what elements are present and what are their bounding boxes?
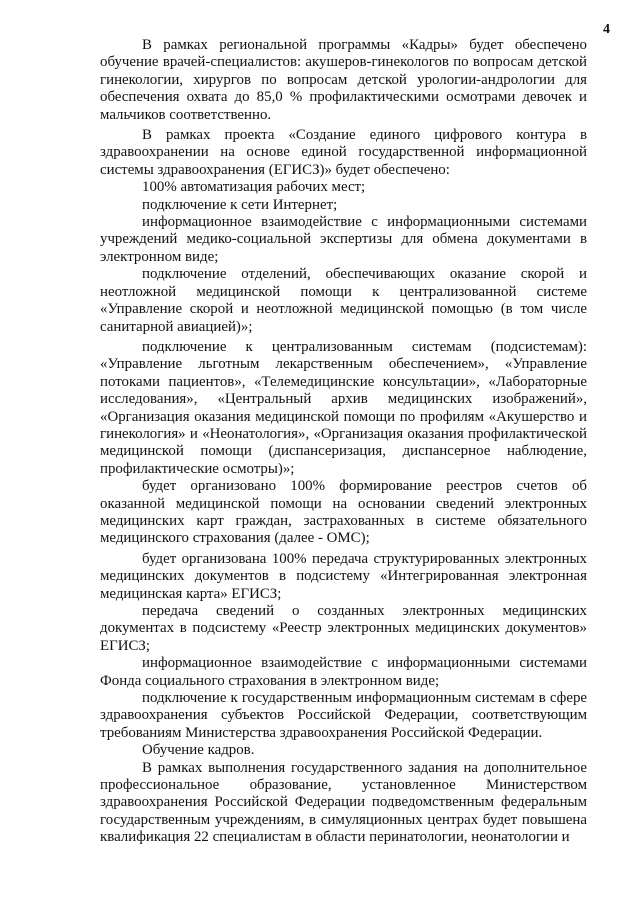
paragraph: подключение к сети Интернет; [142,196,338,213]
paragraph: будет организовано 100% формирование реестров счетов об оказанной медицинской помощи на основании сведений электронных медицинских карт граждан, застрахованных в системе обязательного медицинского страхования (далее - ОМС); [100,478,587,547]
paragraph: подключение отделений, обеспечивающих оказание скорой и неотложной медицинской помощи к централизованной системе «Управление скорой и неотложной медицинской помощью (в том числе санитарной авиацией)»; [100,266,587,335]
page-number: 4 [603,22,610,37]
paragraph: подключение к централизованным системам (подсистемам): «Управление льготным лекарственным обеспечением», «Управление потоками пациентов», «Телемедицинские консультации», «Лабораторные исследования», «Центральный архив медицинских изображений», «Организация оказания медицинской помощи по профилям «Акушерство и гинекология» и «Неонатология», «Организация оказания профилактической медицинской помощи (диспансеризация, диспансерное наблюдение, профилактические осмотры)»; [100,338,587,477]
paragraph: В рамках региональной программы «Кадры» будет обеспечено обучение врачей-специалистов: акушеров-гинекологов по вопросам детской гинекологии, хирургов по вопросам детской урологии-андрологии для обеспечения охвата до 85,0 % профилактическими осмотрами девочек и мальчиков соответственно. [100,37,587,123]
paragraph: В рамках проекта «Создание единого цифрового контура в здравоохранении на основе единой государственной информационной системы здравоохранения (ЕГИСЗ)» будет обеспечено: [100,127,587,178]
paragraph: Обучение кадров. [142,742,255,759]
paragraph: информационное взаимодействие с информационными системами Фонда социального страхования в электронном виде; [100,655,587,689]
document-body [100,37,587,847]
paragraph: 100% автоматизация рабочих мест; [142,179,366,196]
paragraph: информационное взаимодействие с информационными системами учреждений медико-социальной экспертизы для обмена документами в электронном виде; [100,214,587,265]
paragraph: будет организована 100% передача структурированных электронных медицинских документов в подсистему «Интегрированная электронная медицинская карта» ЕГИСЗ; [100,550,587,602]
paragraph: передача сведений о созданных электронных медицинских документах в подсистему «Реестр электронных медицинских документов» ЕГИСЗ; [100,603,587,654]
paragraph: В рамках выполнения государственного задания на дополнительное профессиональное образование, установленное Министерством здравоохранения Российской Федерации подведомственным федеральным государственным учреждениям, в симуляционных центрах будет повышена квалификация 22 специалистам в области перинатологии, неонатологии и [100,759,587,846]
paragraph: подключение к государственным информационным системам в сфере здравоохранения субъектов Российской Федерации, соответствующим требованиям Министерства здравоохранения Российской Федерации. [100,690,587,741]
